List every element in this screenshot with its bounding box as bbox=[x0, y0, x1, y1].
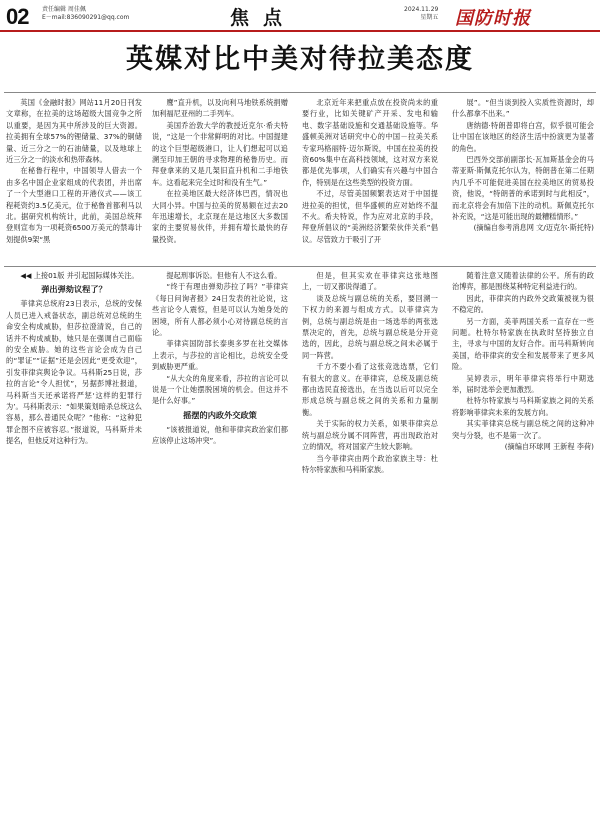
subheading: 弹出弹劾议程了？ bbox=[41, 284, 107, 295]
article-column-4 bbox=[452, 97, 594, 263]
article-paragraph: 巴西外交部前副部长·瓦加斯基金会的马蒂亚斯·斯佩克托尔认为，特朗普在第二任期内几乎不可能促进美国在拉美地区的贸易投资，他说，“特朗普的承诺到时与此相反”，而北京将会有加倍下注的动机。斯佩克托尔补充说，“这是可能出现的最糟糕情形。” bbox=[452, 155, 594, 222]
article-paragraph: 菲律宾总统府23日表示，总统的安保人员已进入戒备状态，副总统对总统的生命安全构成威胁，但莎拉澄清说，自己的话并不构成威胁，她只是在强调自己面临的安全威胁。她的这些言论会成为自己的“罪证”“证据”还是会因此“更受欢迎”，引发菲律宾舆论争议。马科斯25日说，莎拉的言论“令人担忧”，另据彭博社报道，马科斯当天还承诺将严惩‘这样的犯罪行为’。马科斯表示：“如果策划暗杀总统这么容易，那么普通民众呢？”他称：“这种犯罪企图不应被容忍。”报道说，马科斯并未提名，但他反对这种行为。 bbox=[6, 299, 142, 446]
article-paragraph: 提起刑事诉讼。但他有人不这么看。 bbox=[166, 271, 282, 280]
issue-date bbox=[404, 6, 438, 22]
section-title: 焦点 bbox=[230, 7, 297, 29]
article-paragraph: “从大众的角度来看，莎拉的言论可以说是一个让她摆脱困境的机会。但这并不是什么好事。” bbox=[152, 373, 288, 406]
article-paragraph: 杜特尔特家族与马科斯家族之间的关系将影响菲律宾未来的发展方向。 bbox=[452, 396, 594, 417]
header-rule bbox=[0, 30, 600, 32]
article-paragraph: ◀◀ 上接01版 并引起国际媒体关注。 bbox=[20, 271, 139, 280]
article-paragraph: 在秘鲁行程中，中国领导人借去一个由多名中国企业家组成的代表团，并出席了一个大型港口工程的开港仪式——该工程耗资约3.5亿美元，位于秘鲁首都利马以北。据研究机构统计，此前，美国总统拜登则宣布为一项耗资6500万美元的禁毒计划提供9架“黑 bbox=[6, 166, 142, 244]
article-paragraph: “终于有理由弹劾莎拉了吗？”菲律宾《每日问询者报》24日发表的社论说，这些言论令人震惊，但是可以认为她身处的困境，所有人都必须小心对待副总统的言论。 bbox=[152, 282, 288, 338]
bottom-column-1 bbox=[6, 270, 142, 830]
article-paragraph: 关于实际的权力关系，如果菲律宾总统与副总统分属不同阵营，再出现政治对立的情况，将对国家产生较大影响。 bbox=[302, 419, 438, 452]
article-column-2 bbox=[152, 97, 288, 263]
article-paragraph: 另一方面，美菲两国关系一直存在一些问题。杜特尔特家族在执政时坚持独立自主，寻求与中国的友好合作。而马科斯转向美国，给菲律宾的安全和发展带来了更多风险。 bbox=[452, 316, 594, 372]
article-paragraph: 北京近年来把重点放在投资尚未的重要行业，比如关键矿产开采、发电和输电、数字基础设施和交通基础设施等。华盛顿美洲对话研究中心的中国－拉美关系专家玛格丽特·迈尔斯说，中国在拉美的投资60%集中在高科技领域，这对双方来说都是优先事项，人们确实有兴趣与中国合作，特别是在这些类型的投资方面。 bbox=[302, 98, 438, 187]
article-paragraph: 其实菲律宾总统与副总统之间的这种冲突与分裂，也不是第一次了。 bbox=[452, 419, 594, 440]
article-paragraph: 菲律宾国防部长泰奥多罗在社交媒体上表示，与莎拉的言论相比，总统安全受到威胁更严重。 bbox=[152, 339, 288, 372]
article-paragraph: 因此，菲律宾的内政外交政策被视为很不稳定的。 bbox=[452, 293, 594, 315]
article-paragraph: 吴婷表示，明年菲律宾将举行中期选举，届时选举会更加激烈。 bbox=[452, 373, 594, 395]
bottom-column-4 bbox=[452, 270, 594, 830]
article-divider bbox=[4, 266, 596, 267]
article-paragraph: 美国乔治敦大学的教授近克尔·希夫特说，“这是一个非常鲜明的对比。中国提建的这个巨型超级港口，让人们想起可以追溯至印加王朝的寻求物理的秘鲁历史。而拜登拿来的又是几架旧直升机和二手地铁车。这看起来完全过时和没有生气。” bbox=[152, 120, 288, 187]
article-paragraph: 千方不要小看了这张竞选选票，它们有很大的意义。在菲律宾，总统及副总统都由选民直接选出，在当选以后可以完全形成总统与副总统之间的关系和力量制衡。 bbox=[302, 362, 438, 417]
article-paragraph: “该被报道说，他和菲律宾政治家们都应该停止这场冲突”。 bbox=[152, 424, 288, 446]
article-paragraph: 展”。“但当谈到投入实质性资源时，却什么都拿不出来。” bbox=[452, 98, 594, 119]
article-paragraph: 唐纳德·特朗普即将白宫，似乎很可能会让中国在该地区的经济生活中扮演更为显著的角色。 bbox=[452, 120, 594, 153]
bottom-column-3 bbox=[302, 270, 438, 830]
article-paragraph: 随着注意又随着法律的公平。所有的政治博弈，都是围绕某种特定利益进行的。 bbox=[452, 271, 594, 292]
editor-info bbox=[42, 6, 129, 22]
email-line: E－mail:836090291@qq.com bbox=[42, 14, 130, 21]
article-paragraph: 但是，但其实欢在菲律宾这张地图上，一切又都说得通了。 bbox=[302, 271, 438, 292]
article-column-1 bbox=[6, 97, 142, 263]
page-header bbox=[0, 0, 600, 30]
headline: 英媒对比中美对待拉美态度 bbox=[126, 44, 474, 75]
article-paragraph: 谈及总统与副总统的关系，要回溯一下权力的来源与组成方式。以菲律宾为例，总统与副总统是由一场选举的两张选票决定的，首先，总统与副总统是分开竞选的，因此，总统与副总统之间未必属于同一阵营。 bbox=[302, 293, 438, 360]
article-paragraph: (摘编自环球网 王新程 李荷) bbox=[504, 442, 594, 452]
editor-line: 责任编辑 周佳佩 bbox=[42, 6, 86, 13]
article-paragraph: 当今菲律宾由两个政治家族主导：杜特尔特家族和马科斯家族。 bbox=[302, 453, 438, 474]
weekday-line: 星期五 bbox=[420, 14, 439, 21]
headline-rule bbox=[4, 92, 596, 93]
date-line: 2024.11.29 bbox=[404, 6, 439, 13]
article-paragraph: (摘编自参考消息网 文/迈克尔·斯托特) bbox=[473, 223, 594, 233]
article-paragraph: 在拉美地区最大经济体巴西，情况也大同小异。中国与拉美的贸易额在过去20年迅速增长，北京现在是这地区大多数国家的主要贸易伙伴，并拥有增长最快的存量投资。 bbox=[152, 189, 288, 244]
masthead-logo: 国防时报 bbox=[455, 8, 531, 29]
subheading: 摇摆的内政外交政策 bbox=[183, 409, 257, 420]
article-column-3 bbox=[302, 97, 438, 263]
article-paragraph: 不过，尽管美国频繁表达对于中国提进拉美的担忧，但华盛顿的应对始终不温不火。希夫特说，作为应对北京的手段，拜登所倡议的“美洲经济繁荣伙伴关系”倡议。尽管致力于吸引了开 bbox=[302, 189, 438, 244]
bottom-column-2 bbox=[152, 270, 288, 830]
article-paragraph: 英国《金融时报》网站11月20日刊发文章称，在拉美的这场超级大国竞争之所以重要，是因为其中所涉及的巨大资源。拉美拥有全球57%的锂储量、37%的铜储量、近三分之一的石油储量，以及地球上近三分之一的淡水和热带森林。 bbox=[6, 98, 142, 165]
page-number: 02 bbox=[6, 4, 29, 29]
article-paragraph: 鹰”直升机，以及向利马地铁系统捐赠加利福尼亚州的二手列车。 bbox=[152, 98, 288, 119]
